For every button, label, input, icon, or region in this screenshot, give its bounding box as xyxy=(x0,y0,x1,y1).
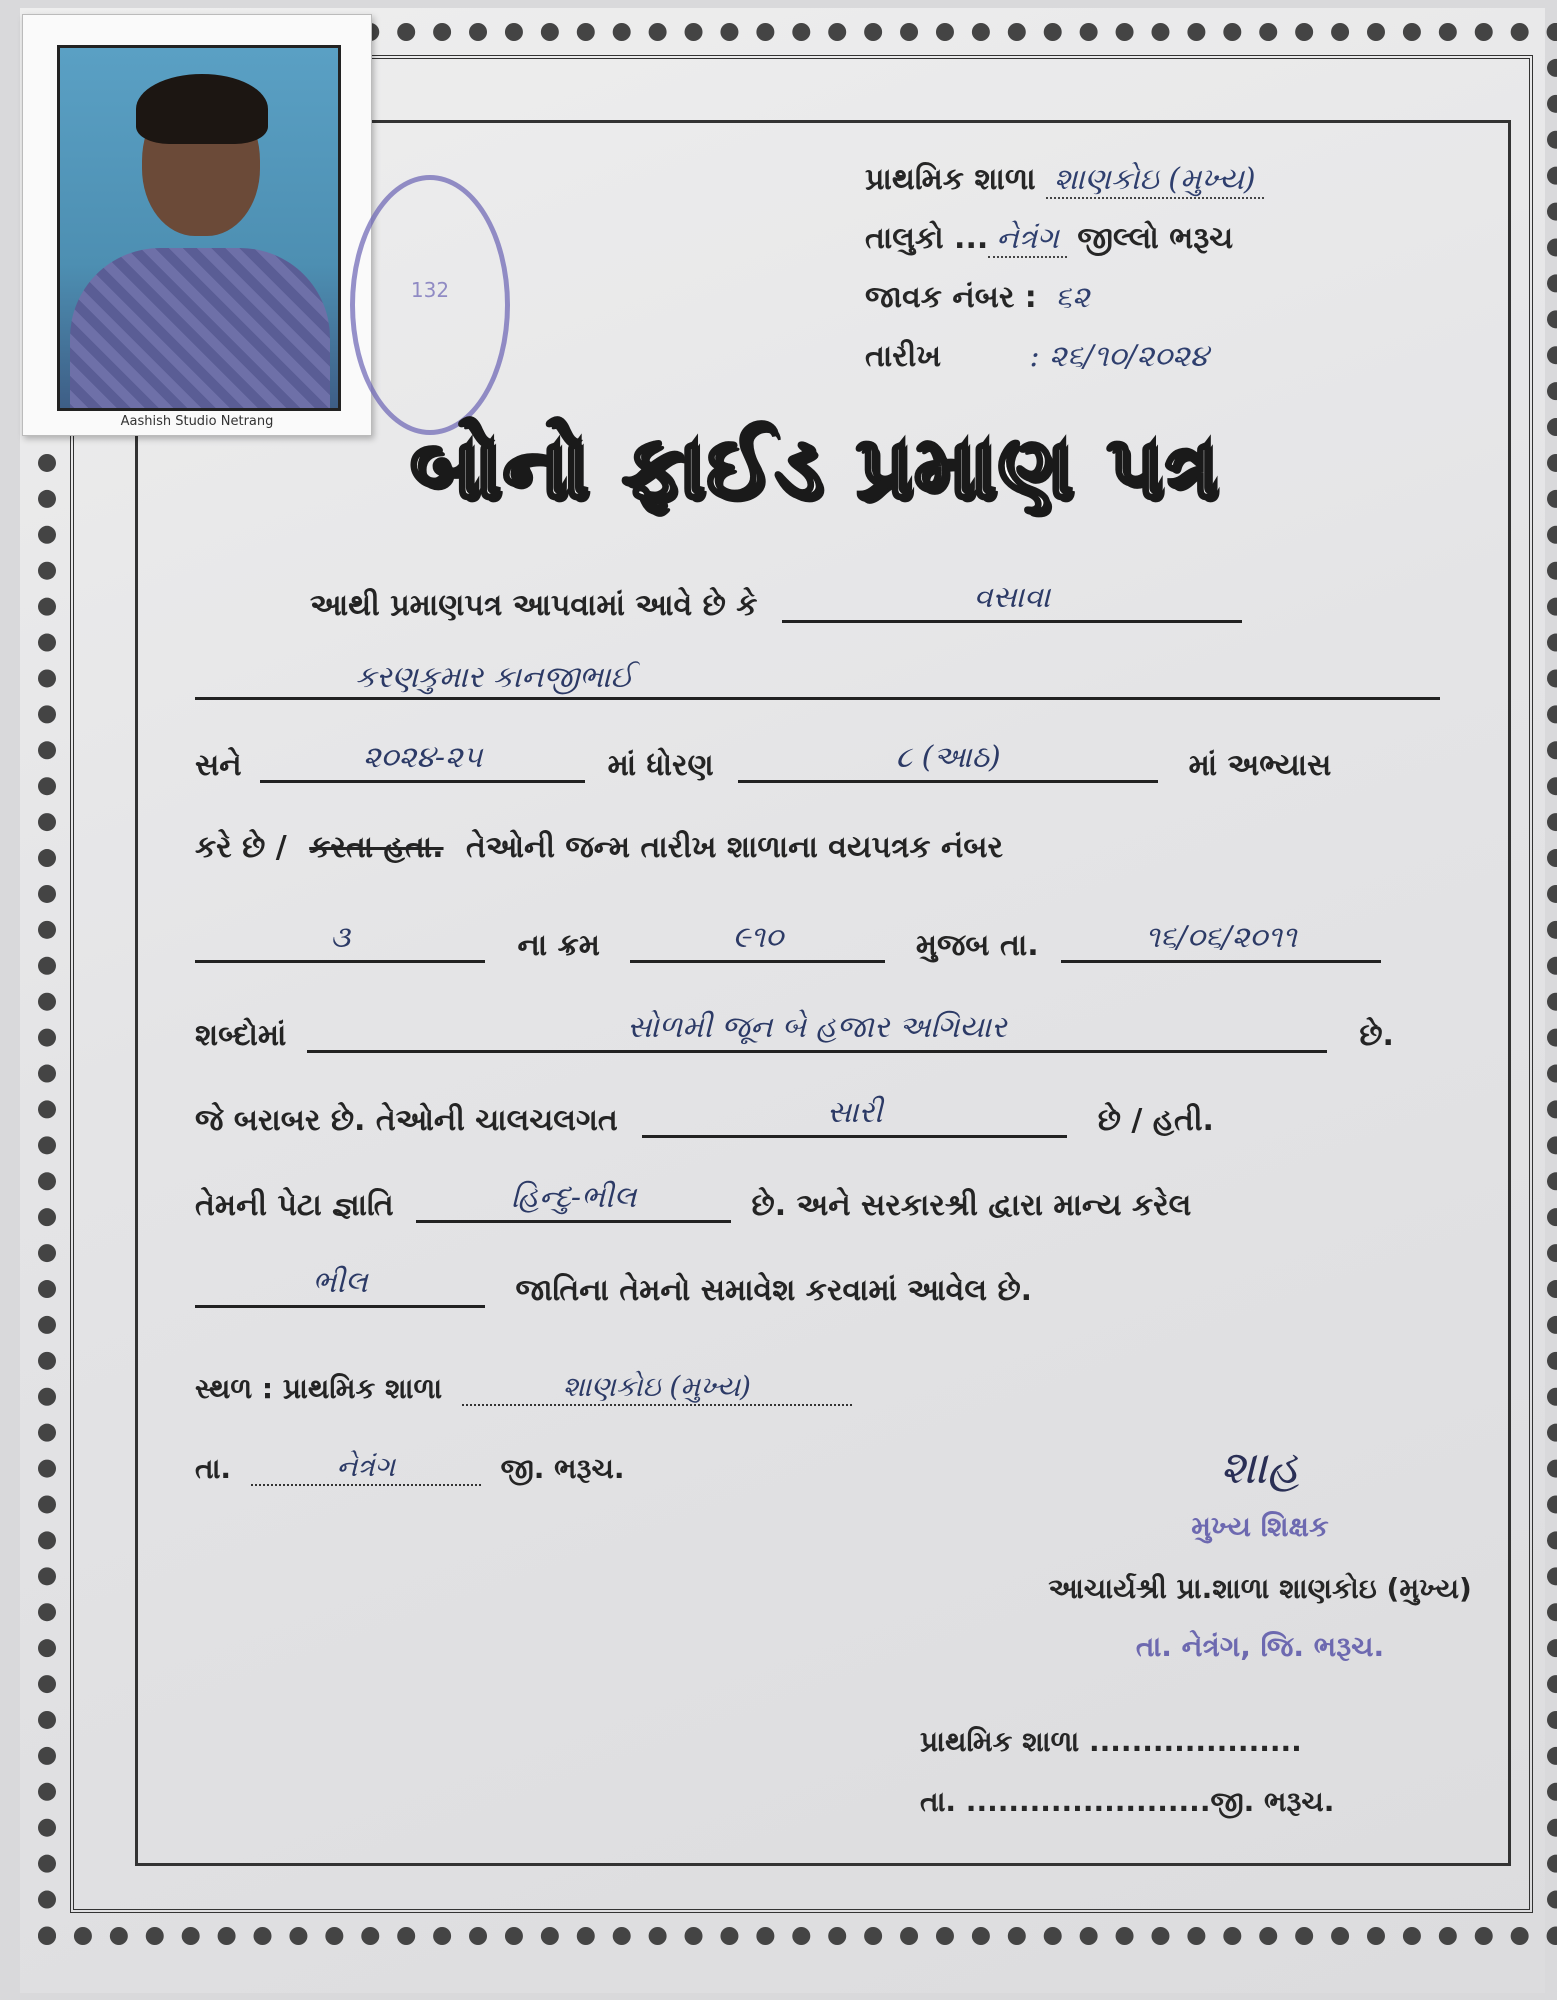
taluka-label: તાલુકો ... xyxy=(865,221,989,256)
serial-field: ૯૧૦ xyxy=(630,920,885,963)
line4-struck: કરતા હતા. xyxy=(309,830,444,865)
footer-ta-line: તા. .......................જી. ભરૂચ. xyxy=(920,1785,1335,1818)
studio-caption: Aashish Studio Netrang xyxy=(120,414,274,429)
photo-hair xyxy=(136,74,268,144)
line4-b: તેઓની જન્મ તારીખ શાળાના વયપત્રક નંબર xyxy=(465,830,1004,865)
outward-label: જાવક નંબર : xyxy=(865,280,1037,315)
date-line xyxy=(865,327,1485,386)
study-text: માં અભ્યાસ xyxy=(1188,748,1332,783)
place-prefix: સ્થળ : પ્રાથમિક શાળા xyxy=(195,1372,443,1405)
conduct-text: જે બરાબર છે. તેઓની ચાલચલગત xyxy=(195,1103,618,1138)
school-stamp xyxy=(350,175,510,435)
line1-text: આથી પ્રમાણપત્ર આપવામાં આવે છે કે xyxy=(310,588,758,623)
footer-school-line: પ્રાથમિક શાળા .................... xyxy=(920,1725,1302,1758)
tribe-suffix: જાતિના તેમનો સમાવેશ કરવામાં આવેલ છે. xyxy=(515,1273,1033,1308)
place-line xyxy=(195,1370,1455,1430)
outward-value: ૬૨ xyxy=(1055,280,1090,315)
body-line-5 xyxy=(195,920,1455,980)
taluka-line xyxy=(865,209,1485,268)
conduct-suffix: છે / હતી. xyxy=(1097,1103,1214,1138)
school-line xyxy=(865,150,1485,209)
caste-field: હિન્દુ-ભીલ xyxy=(416,1180,731,1223)
words-field: સોળમી જૂન બે હજાર અગિયાર xyxy=(307,1010,1327,1053)
body-line-1 xyxy=(195,580,1455,640)
school-value: શાણકોઇ (મુખ્ય) xyxy=(1046,162,1264,199)
seal-address: તા. નેત્રંગ, જિ. ભરૂચ. xyxy=(1135,1630,1385,1663)
student-photo xyxy=(22,14,372,436)
words-prefix: શબ્દોમાં xyxy=(195,1018,287,1053)
certificate-title: બોનો ફાઈડ પ્રમાણ પત્ર xyxy=(410,418,1220,518)
ta-prefix: તા. xyxy=(195,1452,232,1485)
body-line-4 xyxy=(195,830,1455,890)
tribe-field: ભીલ xyxy=(195,1265,485,1308)
principal-line: આચાર્યશ્રી પ્રા.શાળા શાણકોઇ (મુખ્ય) xyxy=(1048,1572,1472,1605)
photo-shirt xyxy=(70,248,330,411)
caste-suffix: છે. અને સરકારશ્રી દ્વારા માન્ય કરેલ xyxy=(751,1188,1192,1223)
dob-text: મુજબ તા. xyxy=(915,928,1039,963)
place-field: શાણકોઇ (મુખ્ય) xyxy=(462,1370,852,1406)
school-label: પ્રાથમિક શાળા xyxy=(865,162,1036,197)
body-line-3 xyxy=(195,740,1455,800)
body-line-2 xyxy=(195,660,1455,720)
surname-field: વસાવા xyxy=(782,580,1242,623)
taluka-value: નેત્રંગ xyxy=(988,221,1067,258)
header-info xyxy=(865,150,1485,386)
year-field: ૨૦૨૪-૨૫ xyxy=(260,740,585,783)
district-label: જીલ્લો ભરૂચ xyxy=(1077,221,1234,256)
ta-field: નેત્રંગ xyxy=(251,1450,481,1486)
year-prefix: સને xyxy=(195,748,242,783)
dob-field: ૧૬/૦૬/૨૦૧૧ xyxy=(1061,920,1381,963)
photo-image xyxy=(57,45,341,411)
outward-line xyxy=(865,268,1485,327)
date-value: : ૨૬/૧૦/૨૦૨૪ xyxy=(1029,339,1209,374)
signature-scribble: શાહ xyxy=(1220,1440,1300,1494)
body-line-6 xyxy=(195,1010,1455,1070)
serial-text: ના ક્રમ xyxy=(517,928,600,963)
std-text: માં ધોરણ xyxy=(607,748,714,783)
body-line-7 xyxy=(195,1095,1455,1155)
date-label: તારીખ xyxy=(865,339,941,374)
register-field: ૩ xyxy=(195,920,485,963)
ta-suffix: જી. ભરૂચ. xyxy=(500,1452,625,1485)
body-line-8 xyxy=(195,1180,1455,1240)
signature-block xyxy=(1040,1440,1480,1664)
full-name-field: કરણકુમાર કાનજીભાઈ xyxy=(195,660,1440,700)
words-suffix: છે. xyxy=(1359,1018,1394,1053)
std-field: ૮ (આઠ) xyxy=(738,740,1158,783)
line4-a: કરે છે / xyxy=(195,830,287,865)
stamp-number: 132 xyxy=(410,278,450,302)
seal-title: મુખ્ય શિક્ષક xyxy=(1191,1510,1329,1543)
body-line-9 xyxy=(195,1265,1455,1325)
caste-prefix: તેમની પેટા જ્ઞાતિ xyxy=(195,1188,394,1223)
conduct-field: સારી xyxy=(642,1095,1067,1138)
